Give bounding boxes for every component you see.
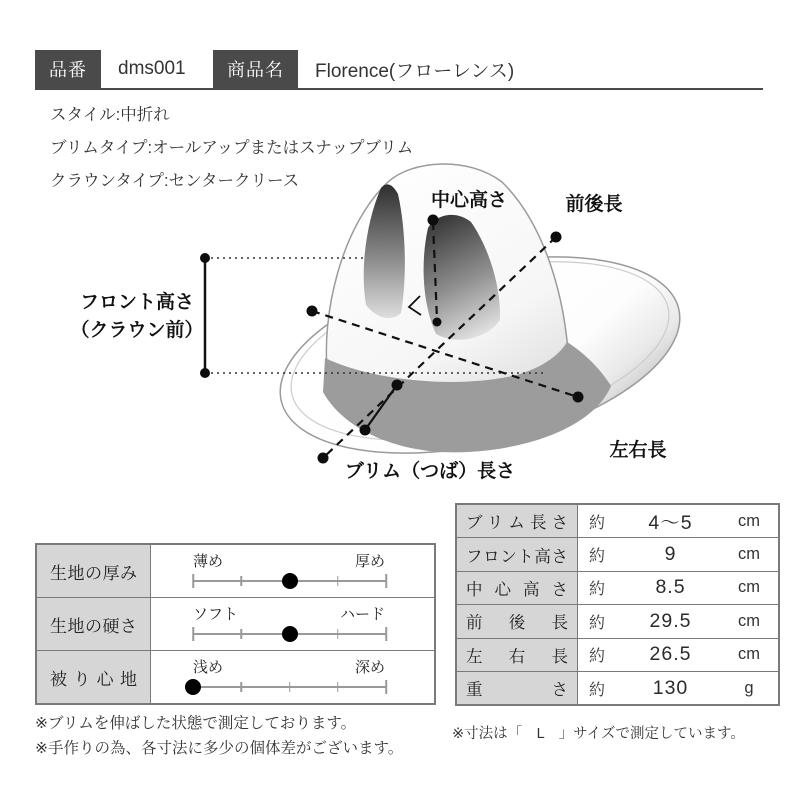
table-row — [457, 604, 778, 637]
attr-header-stiffness: 生地の硬さ — [37, 598, 151, 650]
item-number-value: dms001 — [118, 58, 186, 79]
table-row — [457, 505, 778, 537]
attr-header-fit: 被り心地 — [37, 651, 151, 703]
approx-label: 約 — [589, 548, 606, 566]
left-right-label: 左右長 — [609, 440, 667, 461]
spec-brim-type: ブリムタイプ:オールアップまたはスナップブリム — [50, 139, 414, 157]
approx-label: 約 — [589, 614, 606, 632]
product-name-tag: 商品名 — [213, 50, 298, 88]
meas-label: 中心高さ — [466, 580, 568, 599]
footnote-handmade: ※手作りの為、各寸法に多少の個体差がございます。 — [35, 740, 404, 757]
table-row — [457, 671, 778, 704]
meas-unit: cm — [738, 611, 760, 630]
brim-length-label: ブリム（つば）長さ — [344, 461, 516, 482]
footnote-brim: ※ブリムを伸ばした状態で測定しております。 — [35, 715, 357, 732]
slider-dot — [282, 626, 298, 642]
center-height-label: 中心高さ — [430, 190, 508, 211]
fit-depth-slider — [151, 651, 434, 703]
slider-track — [193, 573, 386, 589]
slider-min-label: 薄め — [193, 553, 224, 570]
hat-measurement-diagram — [0, 130, 800, 520]
spec-crown-type: クラウンタイプ:センタークリース — [50, 172, 300, 190]
slider-dot — [282, 573, 298, 589]
meas-value: 8.5 — [655, 576, 686, 599]
meas-label: フロント高さ — [466, 547, 568, 566]
stiffness-slider — [151, 598, 434, 650]
attribute-table — [35, 543, 436, 705]
meas-unit: cm — [738, 645, 760, 664]
meas-label: 左右長 — [466, 647, 568, 666]
footnote-size: ※寸法は「 L 」サイズで測定しています。 — [452, 726, 745, 742]
slider-min-label: ソフト — [193, 606, 239, 623]
attr-header-thickness: 生地の厚み — [37, 545, 151, 597]
meas-unit: cm — [738, 578, 760, 597]
slider-track — [193, 679, 386, 695]
approx-label: 約 — [589, 514, 606, 532]
meas-label: 前後長 — [466, 614, 568, 633]
front-height-label-line1: フロント高さ — [79, 292, 195, 313]
measurement-table — [455, 503, 780, 706]
meas-value: 9 — [664, 543, 677, 566]
meas-unit: cm — [738, 545, 760, 564]
table-row — [37, 650, 434, 703]
front-height-label-line2: （クラウン前） — [70, 320, 204, 341]
front-back-label: 前後長 — [565, 194, 623, 215]
slider-max-label: 深め — [354, 659, 385, 676]
table-row — [457, 638, 778, 671]
slider-track — [193, 626, 386, 642]
slider-max-label: ハード — [339, 606, 385, 623]
meas-value: 130 — [652, 676, 689, 699]
table-row — [37, 545, 434, 597]
meas-value: 4〜5 — [648, 512, 693, 535]
meas-unit: g — [744, 678, 754, 697]
meas-unit: cm — [738, 511, 760, 530]
product-name-value: Florence(フローレンス) — [315, 60, 515, 82]
slider-max-label: 厚め — [354, 553, 385, 570]
spec-style: スタイル:中折れ — [50, 106, 170, 124]
footnotes-left — [35, 711, 403, 761]
item-number-tag: 品番 — [35, 50, 101, 88]
meas-label: ブリム長さ — [466, 514, 568, 533]
table-row — [37, 597, 434, 650]
slider-min-label: 浅め — [193, 659, 224, 676]
approx-label: 約 — [589, 581, 606, 599]
approx-label: 約 — [589, 648, 606, 666]
slider-dot — [185, 679, 201, 695]
header — [35, 50, 763, 90]
approx-label: 約 — [589, 681, 606, 699]
table-row — [457, 537, 778, 570]
meas-label: 重さ — [466, 681, 568, 700]
meas-value: 26.5 — [649, 643, 692, 666]
thickness-slider — [151, 545, 434, 597]
table-row — [457, 571, 778, 604]
meas-value: 29.5 — [649, 609, 692, 632]
